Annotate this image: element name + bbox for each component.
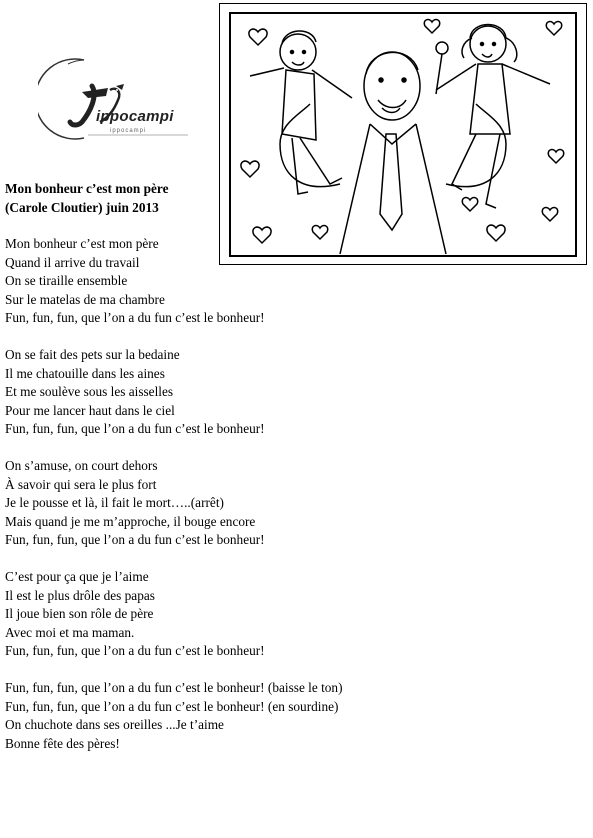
poem-line: On se tiraille ensemble bbox=[5, 273, 128, 288]
heart-icon bbox=[241, 161, 259, 177]
poem-line: C’est pour ça que je l’aime bbox=[5, 569, 149, 584]
heart-icon bbox=[548, 149, 563, 163]
poem-line: Fun, fun, fun, que l’on a du fun c’est le bonheur! (baisse le ton) bbox=[5, 680, 343, 695]
poem-line: Fun, fun, fun, que l’on a du fun c’est le bonheur! bbox=[5, 532, 265, 547]
poem-line: On s’amuse, on court dehors bbox=[5, 458, 158, 473]
stanza bbox=[5, 568, 343, 661]
poem-line: Quand il arrive du travail bbox=[5, 254, 140, 270]
poem-line: Il me chatouille dans les aines bbox=[5, 365, 165, 381]
poem-line: Fun, fun, fun, que l’on a du fun c’est le bonheur! bbox=[5, 310, 265, 325]
title-line: Mon bonheur c’est mon père bbox=[5, 181, 169, 196]
poem-line: Fun, fun, fun, que l’on a du fun c’est le bonheur! bbox=[5, 421, 265, 436]
father-children-illustration bbox=[219, 3, 587, 265]
hippocampi-logo bbox=[38, 56, 198, 142]
poem-line: Mon bonheur c’est mon père bbox=[5, 236, 159, 251]
stanza bbox=[5, 235, 343, 328]
stanza bbox=[5, 346, 343, 439]
poem-line: Mais quand je me m’approche, il bouge encore bbox=[5, 513, 256, 529]
poem-line: Fun, fun, fun, que l’on a du fun c’est le bonheur! (en sourdine) bbox=[5, 698, 339, 714]
poem-body bbox=[5, 235, 343, 772]
heart-icon bbox=[424, 19, 439, 33]
poem-line: On chuchote dans ses oreilles ...Je t’aime bbox=[5, 717, 224, 732]
heart-icon bbox=[487, 225, 505, 241]
poem-line: Avec moi et ma maman. bbox=[5, 624, 135, 640]
title-author-line: (Carole Cloutier) juin 2013 bbox=[5, 200, 159, 215]
logo-sub-text: ippocampi bbox=[110, 128, 147, 134]
poem-line: Pour me lancer haut dans le ciel bbox=[5, 402, 175, 418]
poem-title bbox=[5, 179, 169, 217]
poem-line: Il est le plus drôle des papas bbox=[5, 587, 155, 603]
coloring-illustration bbox=[220, 4, 586, 264]
poem-line: Il joue bien son rôle de père bbox=[5, 606, 154, 621]
logo-brand-text: ippocampi bbox=[96, 108, 174, 125]
poem-line: Sur le matelas de ma chambre bbox=[5, 291, 165, 307]
stanza bbox=[5, 457, 343, 550]
poem-line: À savoir qui sera le plus fort bbox=[5, 476, 157, 492]
poem-line: Je le pousse et là, il fait le mort…..(arrêt) bbox=[5, 495, 224, 510]
stanza bbox=[5, 679, 343, 753]
heart-icon bbox=[546, 21, 561, 35]
poem-line: Et me soulève sous les aisselles bbox=[5, 384, 174, 399]
heart-icon bbox=[542, 207, 557, 221]
heart-icon bbox=[462, 197, 477, 211]
poem-line: On se fait des pets sur la bedaine bbox=[5, 347, 180, 362]
poem-line: Fun, fun, fun, que l’on a du fun c’est le bonheur! bbox=[5, 643, 265, 658]
heart-icon bbox=[249, 29, 267, 45]
poem-line: Bonne fête des pères! bbox=[5, 735, 120, 751]
